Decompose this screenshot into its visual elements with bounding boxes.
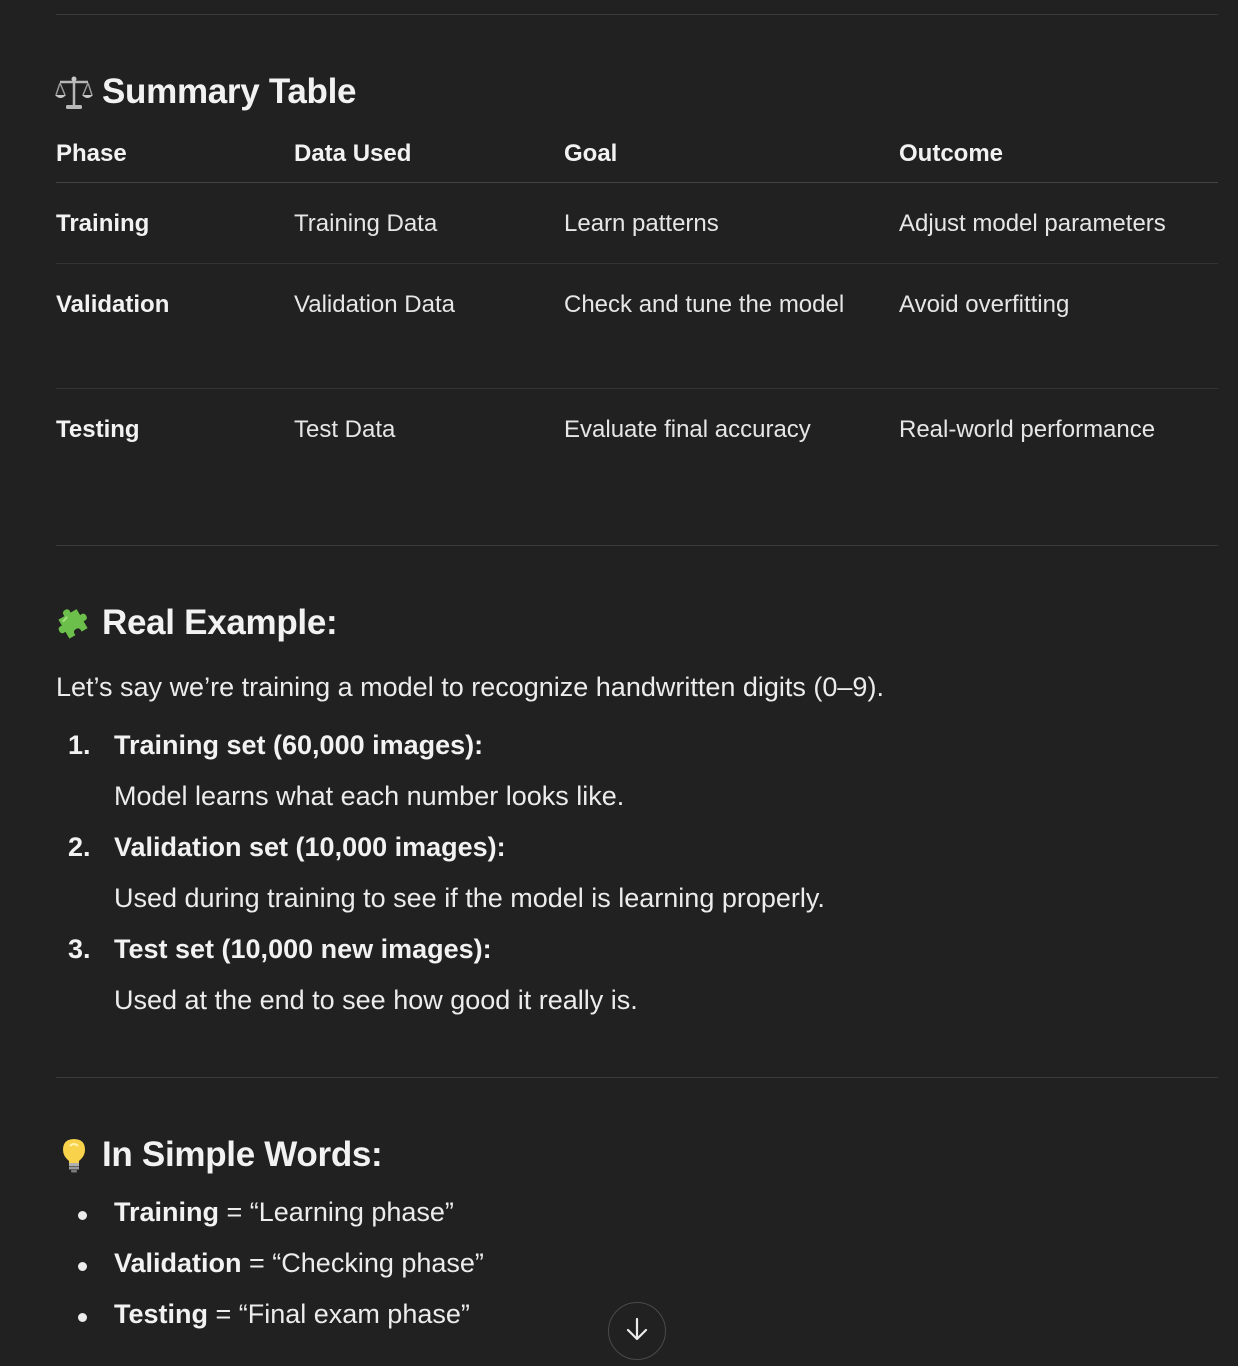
list-number: 2. bbox=[68, 832, 91, 862]
table-row-divider bbox=[56, 263, 1218, 264]
bullet-term: Training bbox=[114, 1197, 220, 1227]
list-item bbox=[114, 1197, 454, 1228]
bullet-text: = “Learning phase” bbox=[219, 1197, 454, 1227]
table-cell-phase: Testing bbox=[56, 416, 140, 443]
summary-title: Summary Table bbox=[102, 72, 357, 111]
bullet-term: Validation bbox=[114, 1248, 242, 1278]
bullet-text: = “Checking phase” bbox=[241, 1248, 484, 1278]
column-header-data-used: Data Used bbox=[294, 140, 412, 167]
table-cell-data-used: Test Data bbox=[294, 416, 396, 443]
list-item bbox=[114, 1299, 470, 1330]
column-header-goal: Goal bbox=[564, 140, 618, 167]
bullet-text: = “Final exam phase” bbox=[208, 1299, 470, 1329]
table-cell-outcome: Avoid overfitting bbox=[899, 291, 1070, 318]
example-title: Real Example: bbox=[102, 603, 338, 642]
simple-title: In Simple Words: bbox=[102, 1135, 383, 1174]
list-number: 1. bbox=[68, 730, 91, 760]
table-cell-data-used: Validation Data bbox=[294, 291, 455, 318]
bullet-dot bbox=[78, 1262, 87, 1271]
puzzle-piece-icon bbox=[54, 603, 94, 643]
column-header-outcome: Outcome bbox=[899, 140, 1004, 167]
table-cell-goal: Evaluate final accuracy bbox=[564, 416, 811, 443]
table-cell-phase: Validation bbox=[56, 291, 170, 318]
table-cell-outcome: Real-world performance bbox=[899, 416, 1156, 443]
list-item-title: Training set (60,000 images): bbox=[114, 730, 484, 760]
scroll-to-bottom-button[interactable] bbox=[608, 1302, 666, 1360]
simple-heading bbox=[54, 1135, 382, 1175]
bullet-term: Testing bbox=[114, 1299, 208, 1329]
divider bbox=[56, 1077, 1218, 1078]
bullet-dot bbox=[78, 1211, 87, 1220]
list-item-title: Test set (10,000 new images): bbox=[114, 934, 492, 964]
bullet-dot bbox=[78, 1313, 87, 1322]
table-row-divider bbox=[56, 388, 1218, 389]
list-number: 3. bbox=[68, 934, 91, 964]
table-header-divider bbox=[56, 182, 1218, 183]
example-intro: Let’s say we’re training a model to recognize handwritten digits (0–9). bbox=[56, 672, 884, 702]
list-item-title: Validation set (10,000 images): bbox=[114, 832, 506, 862]
divider bbox=[56, 545, 1218, 546]
arrow-down-icon bbox=[623, 1315, 651, 1348]
table-cell-data-used: Training Data bbox=[294, 210, 438, 237]
list-item-desc: Used at the end to see how good it really is. bbox=[114, 985, 638, 1015]
list-item bbox=[114, 1248, 484, 1279]
list-item-desc: Model learns what each number looks like. bbox=[114, 781, 625, 811]
divider bbox=[56, 14, 1218, 15]
table-cell-goal: Check and tune the model bbox=[564, 291, 845, 318]
light-bulb-icon bbox=[54, 1135, 94, 1175]
table-cell-outcome: Adjust model parameters bbox=[899, 210, 1166, 237]
example-heading bbox=[54, 603, 337, 643]
summary-heading bbox=[54, 72, 356, 112]
balance-scale-icon bbox=[54, 72, 94, 112]
column-header-phase: Phase bbox=[56, 140, 127, 167]
table-cell-phase: Training bbox=[56, 210, 150, 237]
table-cell-goal: Learn patterns bbox=[564, 210, 719, 237]
list-item-desc: Used during training to see if the model is learning properly. bbox=[114, 883, 825, 913]
